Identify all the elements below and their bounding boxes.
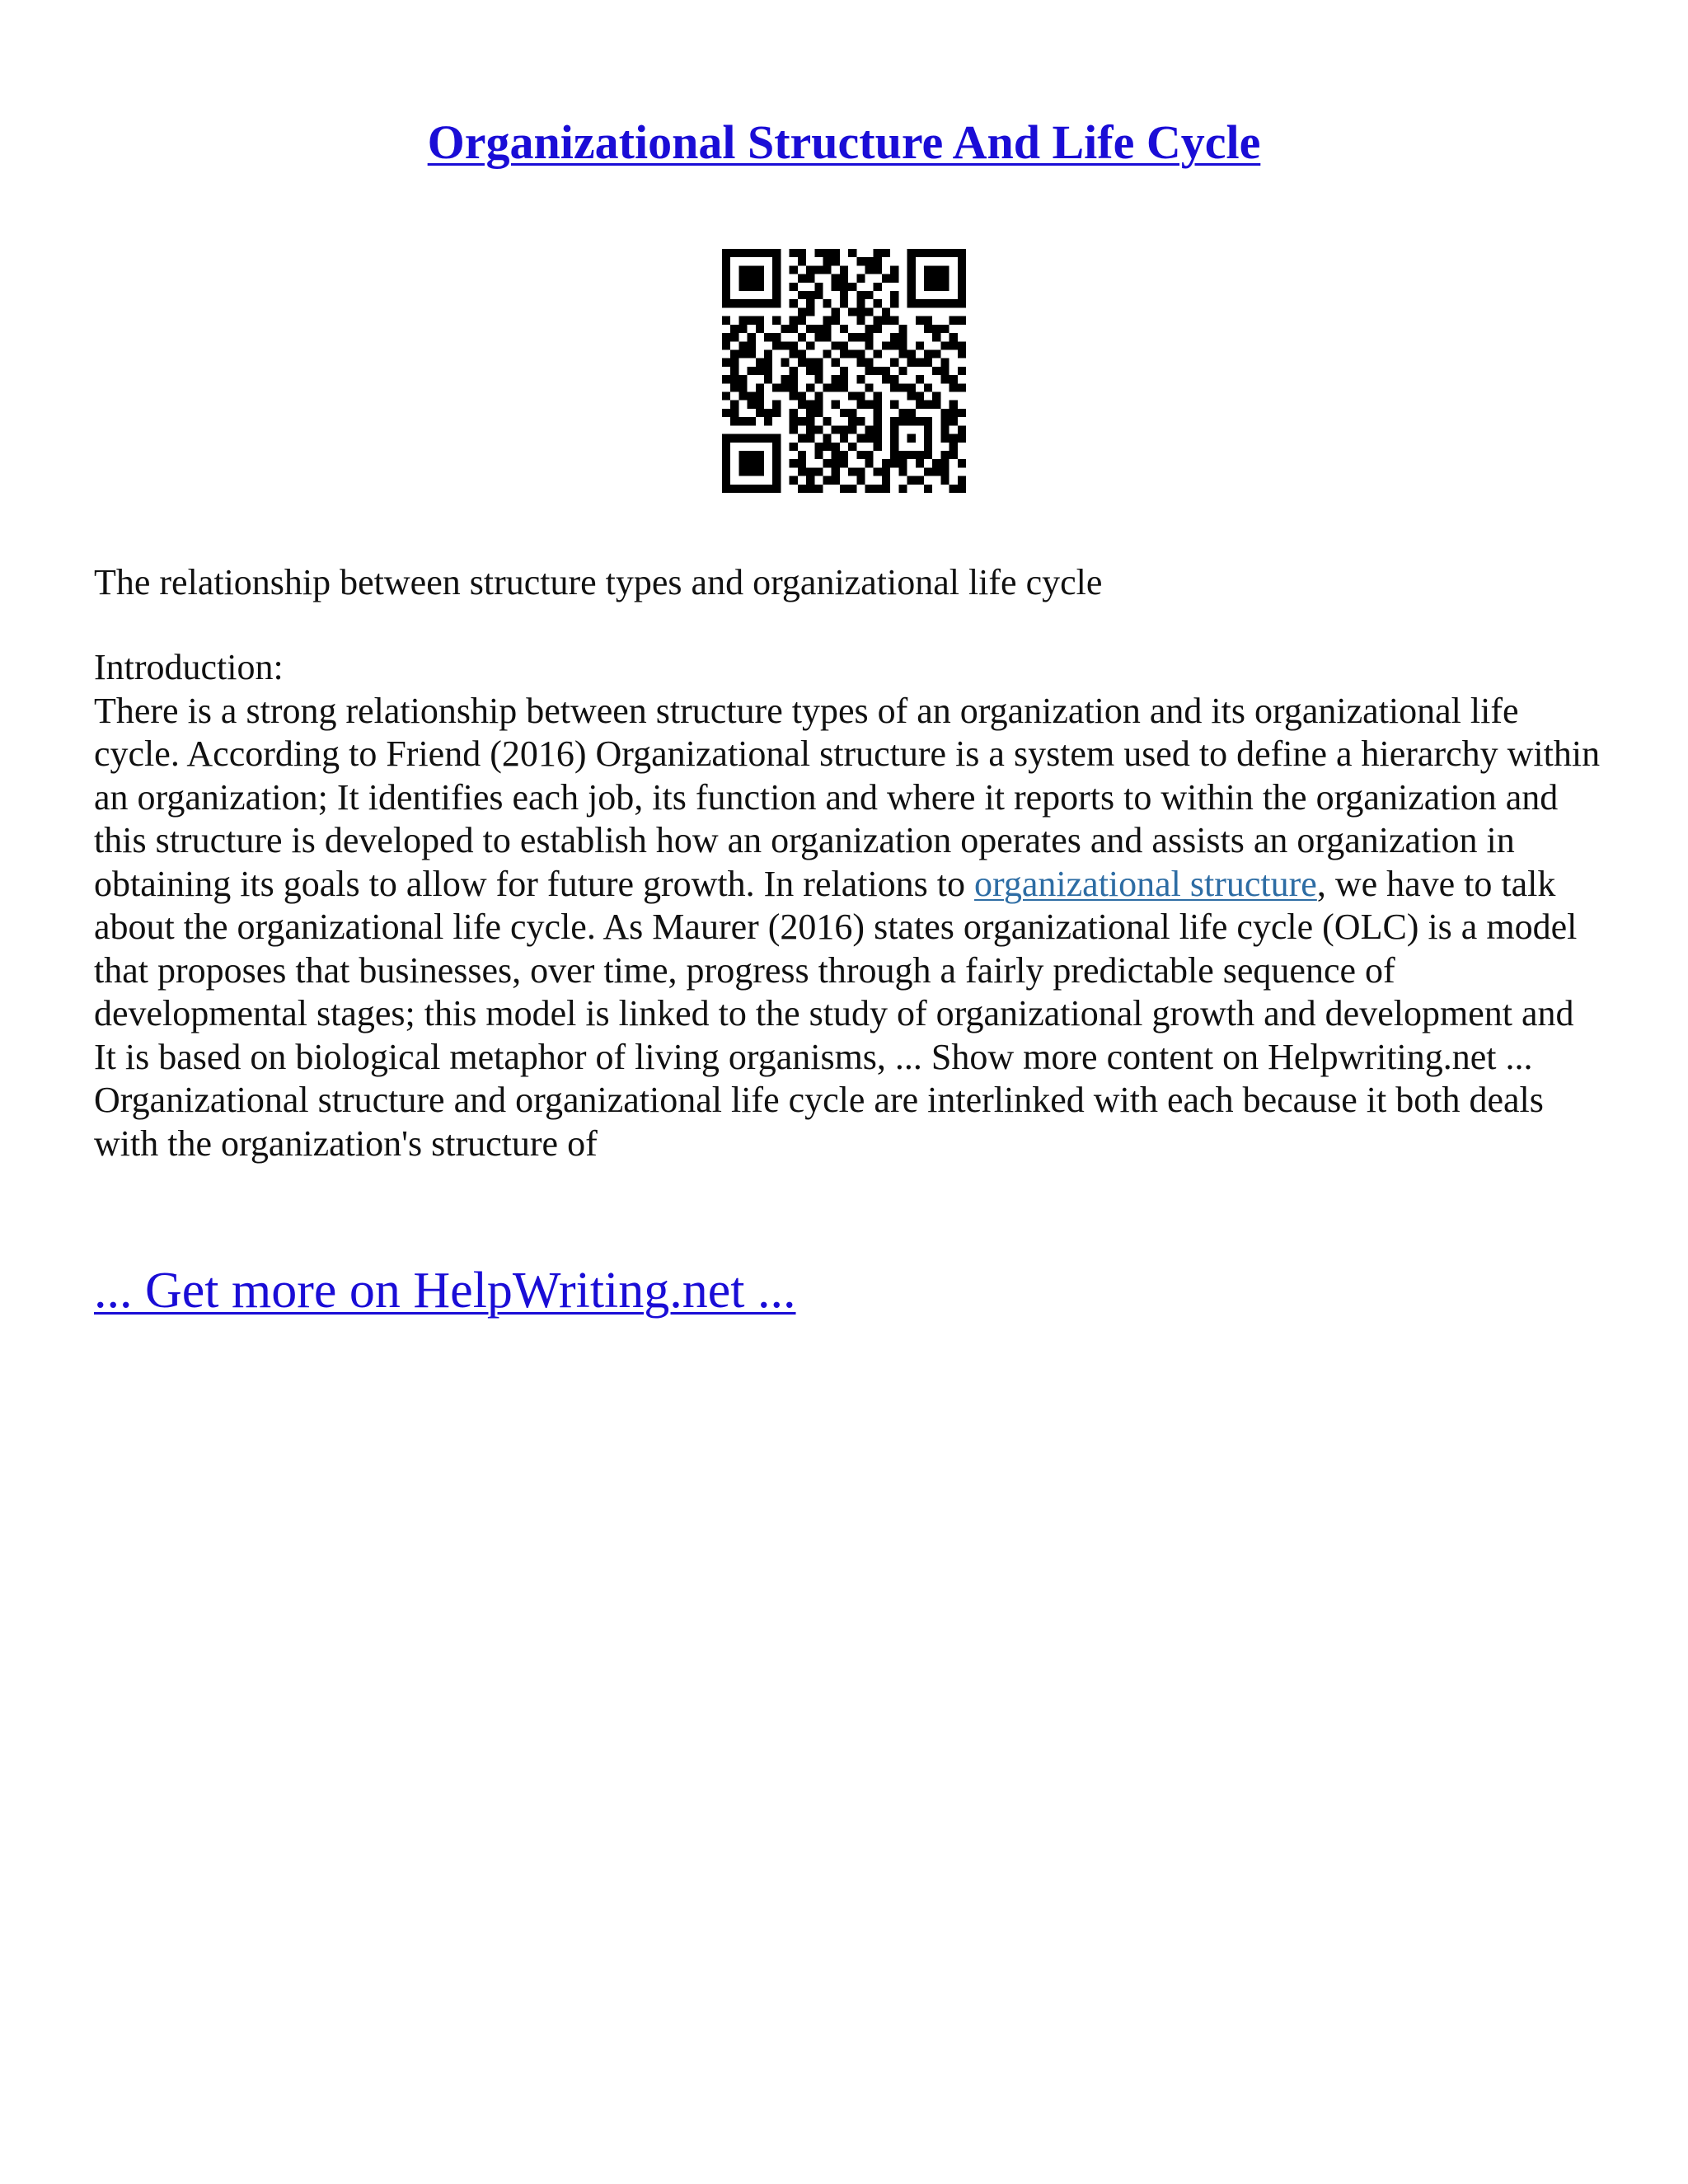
- second-paragraph: Organizational structure and organizational life cycle are interlinked with each because it both deals with the organization's structure of: [94, 1080, 1544, 1164]
- organizational-structure-link[interactable]: organizational structure: [974, 863, 1317, 904]
- title-link[interactable]: Organizational Structure And Life Cycle: [427, 115, 1261, 169]
- intro-text-before-link: There is a strong relationship between structure types of an organization and its organizational life cycle. According to Friend (2016) Organizational structure is a system used to define a hierarchy within an organization; It identifies each job, its function and where it reports to within the organization and this structure is developed to establish how an organization operates and assists an organization in obtaining its goals to allow for future growth. In relations to: [94, 690, 1601, 904]
- qr-code-icon: [722, 249, 966, 493]
- intro-label: Introduction:: [94, 647, 284, 687]
- document-subtitle: The relationship between structure types and organizational life cycle: [94, 562, 1103, 602]
- get-more-link[interactable]: ... Get more on HelpWriting.net ...: [94, 1263, 796, 1319]
- page-title: [0, 114, 1688, 171]
- document-body: [94, 646, 1602, 1165]
- intro-text-after-link: , we have to talk about the organizational life cycle. As Maurer (2016) states organizational life cycle (OLC) is a model that proposes that businesses, over time, progress through a fairly predictable sequence of developmental stages; this model is linked to the study of organizational growth and development and It is based on biological metaphor of living organisms, ... Show more content on Helpwriting.net ...: [94, 863, 1578, 1077]
- qr-code-graphic: [722, 249, 966, 493]
- get-more-link-container: [94, 1261, 796, 1320]
- intro-paragraph: [94, 690, 1602, 1080]
